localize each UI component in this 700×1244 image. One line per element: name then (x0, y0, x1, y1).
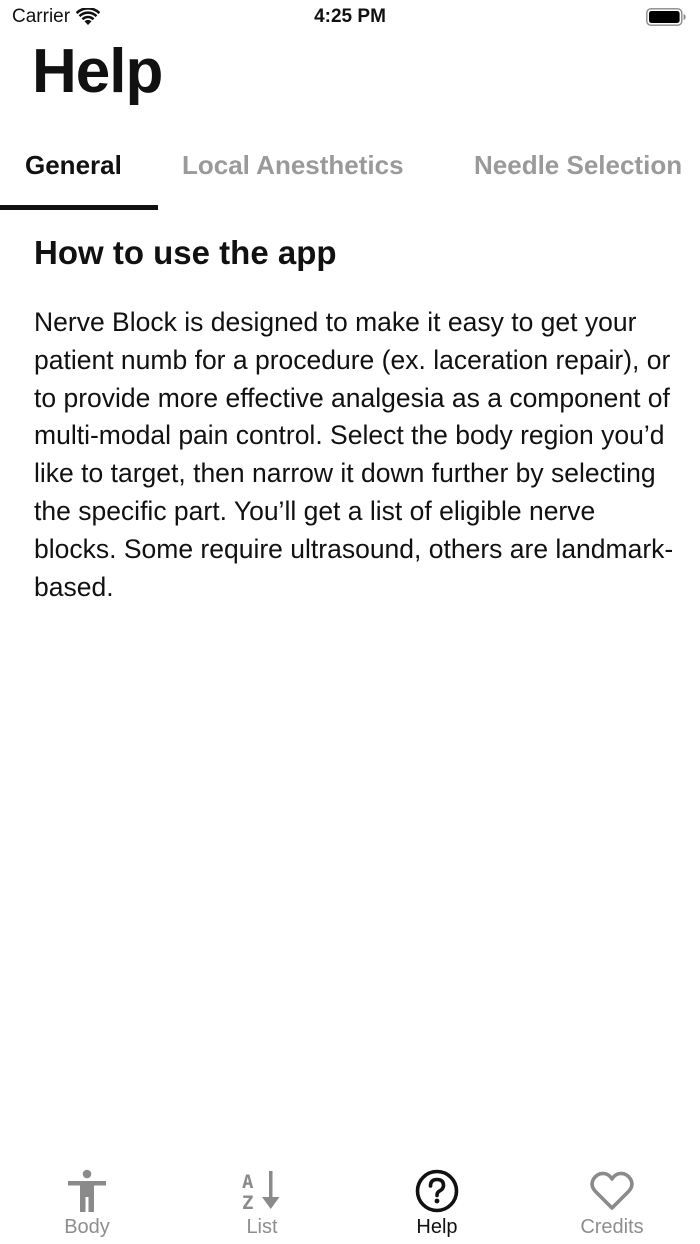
tab-bar-label: List (246, 1216, 278, 1238)
body-icon (63, 1168, 111, 1214)
tab-general[interactable]: General (25, 150, 122, 180)
tab-bar-item-list[interactable] (202, 1168, 322, 1239)
tab-bar-label: Body (64, 1216, 110, 1238)
tab-bar-item-credits[interactable] (552, 1168, 672, 1239)
tab-local-anesthetics[interactable]: Local Anesthetics (182, 150, 404, 180)
battery-icon (646, 8, 686, 26)
heart-icon (588, 1168, 636, 1214)
svg-text:A: A (242, 1171, 254, 1193)
tab-bar-label: Help (416, 1216, 458, 1238)
clock: 4:25 PM (314, 6, 386, 27)
tab-bar-label: Credits (580, 1216, 644, 1238)
status-bar (0, 0, 700, 36)
bottom-tab-bar (0, 1160, 700, 1244)
carrier (12, 6, 100, 28)
help-body-text: Nerve Block is designed to make it easy to get your patient numb for a procedure (ex. laceration repair), or to provide more effective analgesia as a component of multi-modal pain control. Select the body region you’d like to target, then narrow it down further by selecting the specific part. You’ll get a list of eligible nerve blocks. Some require ultrasound, others are landmark-based. (34, 307, 674, 602)
sort-az-icon (238, 1168, 286, 1214)
tab-needle-selection[interactable]: Needle Selection (474, 150, 683, 180)
question-circle-icon (413, 1168, 461, 1214)
carrier-label: Carrier (12, 6, 71, 27)
tab-bar-item-help[interactable] (377, 1168, 497, 1239)
page-title: Help (32, 37, 163, 106)
wifi-icon (76, 8, 100, 26)
segmented-tabs (0, 140, 700, 212)
active-tab-indicator (0, 205, 158, 210)
svg-text:Z: Z (242, 1192, 254, 1213)
tab-bar-item-body[interactable] (27, 1168, 147, 1239)
section-title: How to use the app (34, 234, 337, 271)
